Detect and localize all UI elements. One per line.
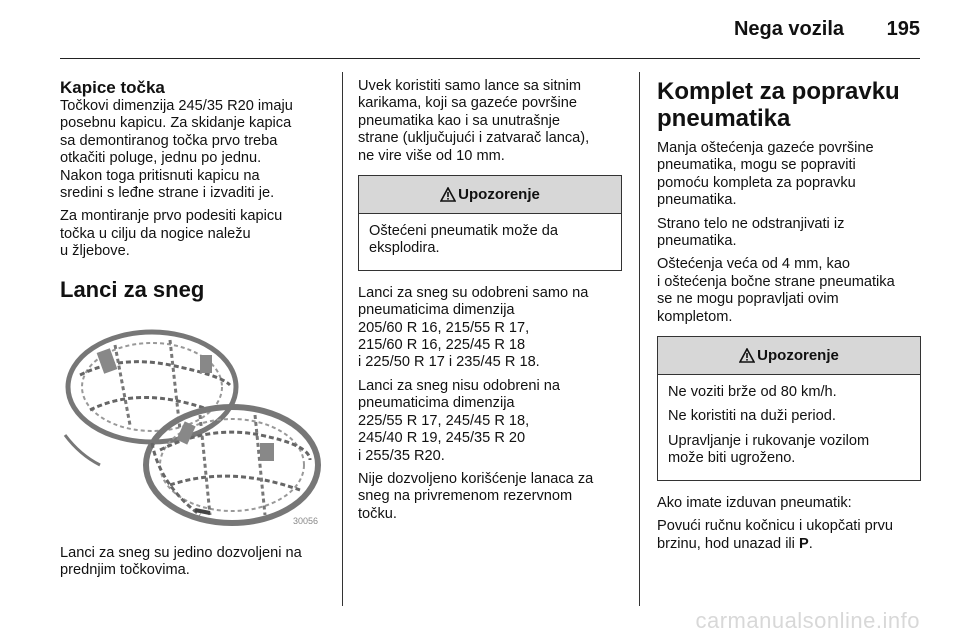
paragraph: Za montiranje prvo podesiti kapicu točka u cilju da nogice naležu u žljebove. bbox=[60, 208, 283, 260]
page-header bbox=[0, 0, 960, 62]
paragraph: Lanci za sneg su odobreni samo na pneumaticima dimenzija 205/60 R 16, 215/55 R 17, 215/60 R 16, 225/45 R 18 i 225/50 R 17 i 235/45 R 18. bbox=[358, 284, 589, 371]
warning-triangle-icon bbox=[739, 348, 755, 363]
paragraph: Manja oštećenja gazeće površine pneumatika, mogu se popraviti pomoću kompleta za popravku pneumatika. bbox=[657, 140, 874, 209]
warning-header bbox=[359, 176, 621, 214]
column-divider bbox=[342, 72, 343, 606]
warning-title: Upozorenje bbox=[458, 185, 540, 203]
warning-line: Ne koristiti na duži period. bbox=[668, 408, 836, 425]
warning-box bbox=[358, 175, 622, 271]
heading-wheel-caps: Kapice točka bbox=[60, 78, 165, 97]
header-rule bbox=[60, 58, 920, 59]
warning-triangle-icon bbox=[440, 187, 456, 202]
gear-letter: P bbox=[798, 535, 809, 552]
paragraph-text: Povući ručnu kočnicu i ukopčati prvu brzinu, hod unazad ili bbox=[657, 518, 894, 552]
paragraph: Ako imate izduvan pneumatik: bbox=[657, 494, 852, 511]
column-right bbox=[657, 78, 921, 559]
watermark: carmanualsonline.info bbox=[695, 608, 920, 633]
warning-line: Ne voziti brže od 80 km/h. bbox=[668, 384, 837, 401]
paragraph: Oštećenja veća od 4 mm, kao i oštećenja bočne strane pneumatika se ne mogu popravljati ovim kompletom. bbox=[657, 256, 895, 325]
warning-title: Upozorenje bbox=[757, 346, 839, 364]
warning-box bbox=[657, 336, 921, 481]
paragraph: Strano telo ne odstranjivati iz pneumatika. bbox=[657, 215, 845, 250]
snow-chains-illustration bbox=[60, 315, 324, 535]
heading-snow-chains: Lanci za sneg bbox=[60, 276, 205, 302]
paragraph: Lanci za sneg nisu odobreni na pneumaticima dimenzija 225/55 R 17, 245/45 R 18, 245/40 R 19, 245/35 R 20 i 255/35 R20. bbox=[358, 377, 561, 464]
column-divider bbox=[639, 72, 640, 606]
page-number: 195 bbox=[886, 18, 920, 40]
paragraph-end: . bbox=[808, 535, 813, 552]
paragraph: Uvek koristiti samo lance sa sitnim karikama, koji sa gazeće površine pneumatika kao i sa unutrašnje strane (uključujući i zatvarač lanca), ne vire više od 10 mm. bbox=[358, 78, 590, 164]
paragraph bbox=[657, 518, 921, 553]
paragraph: Točkovi dimenzija 245/35 R20 imaju posebnu kapicu. Za skidanje kapica sa demontiranog točka prvo treba otkačiti poluge, jednu po jednu. Nakon toga pritisnuti kapicu na sredini s leđne strane i izvaditi je. bbox=[60, 98, 293, 202]
column-left bbox=[60, 78, 335, 585]
warning-line: Upravljanje i rukovanje vozilom može biti ugroženo. bbox=[668, 432, 870, 467]
warning-header bbox=[658, 337, 920, 375]
figure-code: 30056 bbox=[292, 516, 318, 527]
heading-repair-kit: Komplet za popravku pneumatika bbox=[657, 78, 900, 132]
warning-text: Oštećeni pneumatik može da eksplodira. bbox=[369, 223, 559, 257]
column-middle bbox=[358, 78, 622, 529]
chapter-title: Nega vozila bbox=[733, 18, 844, 40]
paragraph: Nije dozvoljeno korišćenje lanaca za sneg na privremenom rezervnom točku. bbox=[358, 470, 594, 522]
paragraph: Lanci za sneg su jedino dozvoljeni na prednjim točkovima. bbox=[60, 544, 302, 579]
snow-chains-drawing bbox=[60, 315, 324, 535]
